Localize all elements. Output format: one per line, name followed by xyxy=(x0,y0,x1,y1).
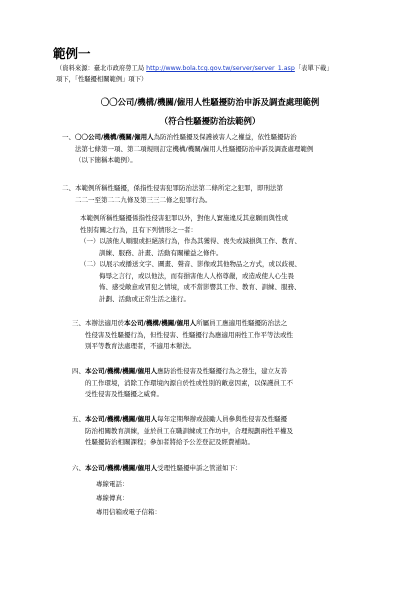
contact-phone: 專線電話： xyxy=(96,480,129,488)
section-3 xyxy=(72,318,293,353)
entity-name: 本公司/機構/機關/僱用人 xyxy=(85,415,158,423)
section-text: 本辦法適用於 xyxy=(85,319,124,327)
entity-name: 〇〇公司/機構/機關/僱用人 xyxy=(75,133,154,141)
section-number: 四、 xyxy=(72,367,85,375)
document-subtitle: （符合性騷擾防治法範例） xyxy=(159,116,261,126)
section-text: 別平等教育法處理者，不適用本辦法。 xyxy=(85,342,196,351)
section-number: 二、 xyxy=(62,184,75,192)
source-prefix: （資料來源：臺北市政府勞工局 xyxy=(56,65,147,72)
section-2-definition xyxy=(80,213,288,236)
section-text: 本範例所稱性騷擾係指性侵害犯罪以外，對他人實施違反其意願而與性或 xyxy=(80,214,288,222)
source-link[interactable]: http://www.bola.tcg.gov.tw/server/server_1.asp xyxy=(146,65,295,72)
section-text: 的工作環境，消除工作環境內源自於性或性別的敵意因素，以保護員工不 xyxy=(85,378,293,387)
section-text: 為防治性騷擾及保護被害人之權益，依性騷擾防治 xyxy=(153,133,297,141)
section-6 xyxy=(72,463,242,475)
section-text: 防治相關教育訓練，並於員工在職訓練或工作坊中，合理規劃兩性平權及 xyxy=(85,426,293,435)
source-suffix: 「表單下載」 xyxy=(294,65,333,72)
source-line-2: 項下，「性騷擾相關範例」項下） xyxy=(56,76,148,83)
section-5 xyxy=(72,414,293,449)
contact-fax: 專線傳真： xyxy=(96,494,129,502)
section-number: 六、 xyxy=(72,464,85,472)
section-text: 所屬員工應適用性騷擾防治法之 xyxy=(196,319,288,327)
section-text: 受性侵害及性騷擾之威脅。 xyxy=(85,390,163,399)
section-2 xyxy=(62,183,283,206)
list-item: 侮辱之言行，或以他法，而有損害他人人格尊嚴，或造成使人心生畏 xyxy=(99,271,294,280)
section-text: 性侵害及性騷擾行為，但性侵害、性騷擾行為應適用兩性工作平等法或性 xyxy=(85,330,293,339)
contact-email: 專用信箱或電子信箱： xyxy=(96,508,161,516)
entity-name: 本公司/機構/機關/僱用人 xyxy=(85,367,158,375)
section-2-items xyxy=(80,236,301,306)
document-title: 〇〇公司/機構/機關/僱用人性騷擾防治申訴及調查處理範例 xyxy=(100,97,320,107)
section-text: 法第七條第一項、第二項規則訂定機構/機關/僱用人性騷擾防治申訴及調查處理範例 xyxy=(75,144,314,153)
entity-name: 本公司/機構/機關/僱用人 xyxy=(85,464,158,472)
section-1 xyxy=(62,132,313,167)
section-number: 三、 xyxy=(72,319,85,327)
list-item: （二）以展示或播送文字、圖畫、聲音、影像或其他物品之方式，或以歧視、 xyxy=(80,260,301,269)
list-item: 訓練、服務、計畫、活動有關權益之條件。 xyxy=(99,248,223,257)
section-text: 本範例所稱性騷擾，係指性侵害犯罪防治法第二條所定之犯罪，即刑法第 xyxy=(75,184,283,192)
section-number: 五、 xyxy=(72,415,85,423)
section-text: 二二一至第二二九條及第三三二條之犯罪行為。 xyxy=(75,195,212,204)
section-text: 應防治性侵害及性騷擾行為之發生，建立友善 xyxy=(157,367,288,375)
section-text: 性別有關之行為，且有下列情形之一者： xyxy=(80,225,197,234)
section-text: 性騷擾防治相關課程；參加者將給予公差登記及經費補助。 xyxy=(85,438,254,447)
list-item: 怖、感受敵意或冒犯之情境，或不當影響其工作、教育、訓練、服務、 xyxy=(99,283,301,292)
section-text: （以下簡稱本範例）。 xyxy=(75,156,137,165)
section-number: 一、 xyxy=(62,133,75,141)
page-heading: 範例一 xyxy=(53,46,91,61)
list-item: （一）以該他人順服或拒絕該行為，作為其獲得、喪失或減損與工作、教育、 xyxy=(80,237,301,245)
source-note xyxy=(56,63,386,85)
entity-name: 本公司/機構/機關/僱用人 xyxy=(124,319,197,327)
section-4 xyxy=(72,366,293,401)
list-item: 計劃、活動或正常生活之進行。 xyxy=(99,294,190,303)
section-text: 受理性騷擾申訴之管道如下： xyxy=(157,464,242,472)
section-text: 每年定期舉辦或鼓勵人員參與性侵害及性騷擾 xyxy=(157,415,288,423)
